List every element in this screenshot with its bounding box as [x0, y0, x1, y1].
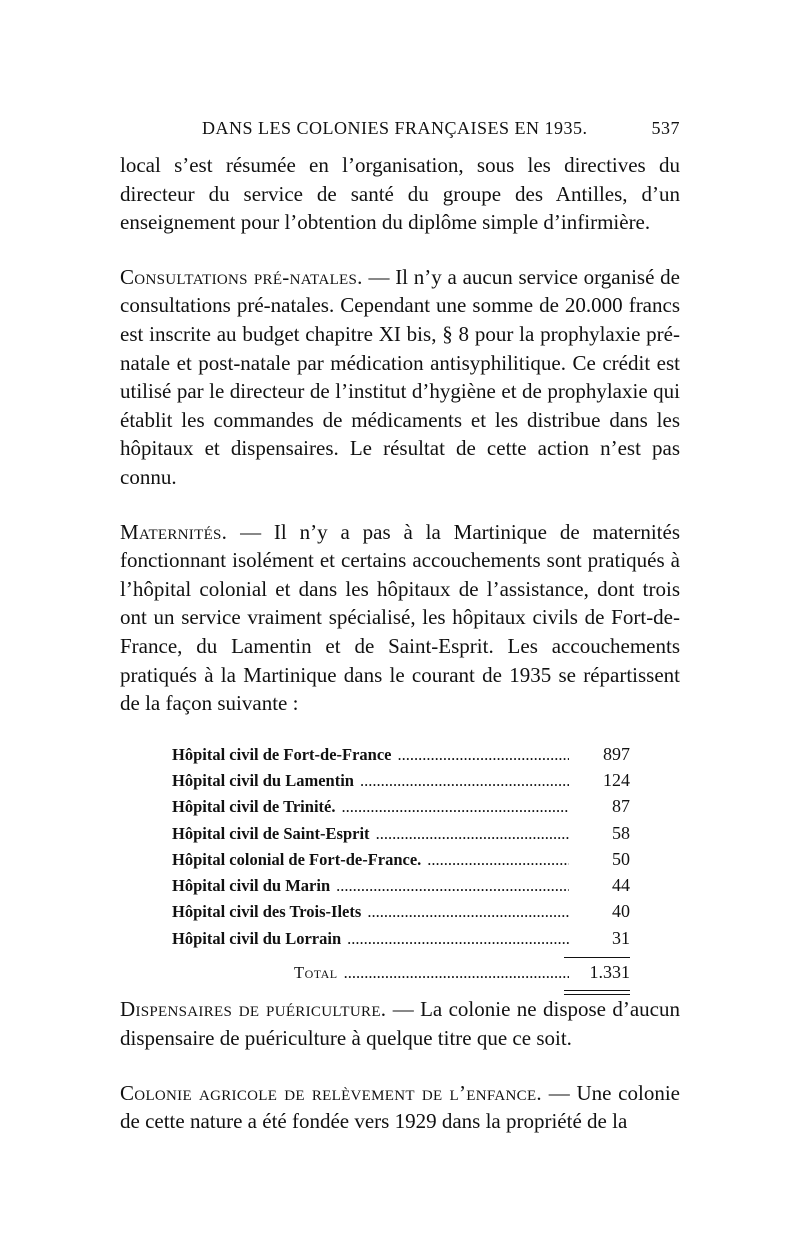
row-label: Hôpital colonial de Fort-de-France. [172, 849, 422, 869]
section-heading-dispensaires: Dispensaires de puériculture. [120, 997, 387, 1022]
section-heading-colonie-agricole: Colonie agricole de relèvement de l’enfance. [120, 1080, 542, 1105]
row-label: Hôpital civil du Marin [172, 876, 331, 896]
total-value: 1.331 [589, 962, 630, 983]
sum-rule [564, 957, 630, 958]
leader-dots [398, 745, 570, 765]
paragraph-maternites [120, 518, 680, 718]
row-value: 50 [612, 848, 630, 869]
row-value: 58 [612, 822, 630, 843]
table-row [172, 823, 630, 849]
births-table [172, 744, 630, 996]
leader-dots [336, 876, 569, 896]
row-value: 40 [612, 901, 630, 922]
row-value: 897 [603, 743, 630, 764]
total-label: Total [294, 963, 338, 983]
paragraph-dispensaires-text: — La colonie ne dispose d’aucun dispensaire de puériculture à quelque titre que ce soit. [120, 997, 680, 1050]
table-row [172, 744, 630, 770]
paragraph-dispensaires [120, 995, 680, 1052]
paragraph-maternites-text: — Il n’y a pas à la Martinique de maternités fonctionnant isolément et certains accouchements sont pratiqués à l’hôpital colonial et dans les hôpitaux de l’assistance, dont trois ont un service vraiment spécialisé, les hôpitaux civils de Fort-de-France, du Lamentin et de Saint-Esprit. Les accouchements pratiqués à la Martinique dans le courant de 1935 se répartissent de la façon suivante : [120, 519, 680, 716]
paragraph-colonie-agricole [120, 1079, 680, 1136]
table-row [172, 849, 630, 875]
page-number: 537 [651, 118, 680, 138]
row-value: 44 [612, 875, 630, 896]
row-label: Hôpital civil de Trinité. [172, 797, 336, 817]
table-row [172, 770, 630, 796]
leader-dots [376, 824, 569, 844]
running-title: DANS LES COLONIES FRANÇAISES EN 1935. [202, 118, 588, 138]
row-value: 87 [612, 796, 630, 817]
leader-dots [341, 797, 569, 817]
total-row [172, 962, 630, 988]
row-label: Hôpital civil du Lamentin [172, 770, 354, 790]
page [120, 118, 680, 1136]
table-row [172, 928, 630, 954]
section-heading-consultations: Consultations pré-natales. [120, 264, 363, 289]
leader-dots [360, 771, 569, 791]
leader-dots [427, 850, 569, 870]
row-value: 124 [603, 769, 630, 790]
leader-dots [367, 902, 569, 922]
row-label: Hôpital civil de Fort-de-France [172, 744, 392, 764]
leader-dots [344, 963, 569, 983]
paragraph-consultations [120, 263, 680, 492]
running-header [120, 118, 680, 139]
row-label: Hôpital civil du Lorrain [172, 928, 342, 948]
paragraph-1: local s’est résumée en l’organisation, sous les directives du directeur du service de santé du groupe des Antilles, d’un enseignement pour l’obtention du diplôme simple d’infirmière. [120, 153, 680, 235]
paragraph-colonie-agricole-text: — Une colonie de cette nature a été fondée vers 1929 dans la propriété de la [120, 1080, 680, 1134]
leader-dots [347, 929, 569, 949]
paragraph-consultations-text: — Il n’y a aucun service organisé de consultations pré-natales. Cependant une somme de 20.000 francs est inscrite au budget chapitre XI bis, § 8 pour la prophylaxie pré-natale et post-natale par médication antisyphilitique. Ce crédit est utilisé par le directeur de l’institut d’hygiène et de prophylaxie qui établit les commandes de médicaments et les distribue dans les hôpitaux et dispensaires. Le résultat de cette action n’est pas connu. [120, 264, 680, 489]
section-heading-maternites: Maternités. [120, 519, 228, 544]
table-row [172, 901, 630, 927]
row-label: Hôpital civil de Saint-Esprit [172, 823, 370, 843]
table-row [172, 875, 630, 901]
row-value: 31 [612, 927, 630, 948]
table-row [172, 796, 630, 822]
row-label: Hôpital civil des Trois-Ilets [172, 902, 362, 922]
